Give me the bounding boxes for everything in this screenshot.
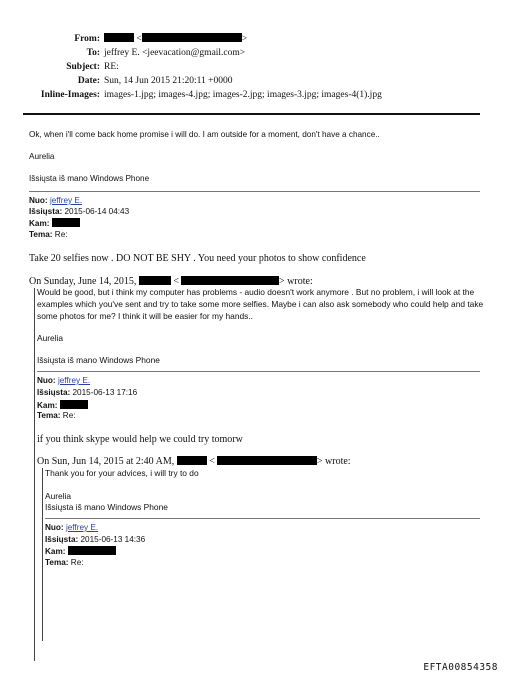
meta-label: Tema:	[29, 230, 53, 239]
meta-label: Tema:	[45, 558, 69, 567]
document-id: EFTA00854358	[423, 662, 498, 673]
meta-tema	[45, 558, 84, 569]
redaction	[217, 456, 317, 465]
sender-link[interactable]: jeffrey E.	[49, 196, 83, 205]
redaction	[177, 456, 207, 465]
meta-tema	[37, 411, 76, 422]
meta-value: Re:	[54, 230, 68, 239]
quote-line: Would be good, but i think my computer has problems - audio doesn't work anymore . But no problem, i will look at the	[37, 287, 475, 297]
attribution-text: > wrote:	[316, 456, 351, 467]
subject-value: RE:	[104, 62, 119, 72]
message-body: if you think skype would help we could try tomorw	[37, 434, 243, 445]
quote-line: examples which you've sent and try to take some more selfies. Maybe i can also ask somebody who could help and take	[37, 299, 484, 309]
signature: Aurelia	[45, 491, 72, 501]
signature: Aurelia	[29, 152, 55, 161]
quote-line: some photos for me? I think it will be easier for my hands..	[37, 311, 253, 321]
meta-label: Tema:	[37, 411, 61, 420]
separator	[45, 518, 480, 519]
from-label: From:	[74, 34, 100, 44]
date-label: Date:	[77, 76, 100, 86]
quote-bar	[42, 468, 43, 641]
meta-label: Kam:	[29, 219, 50, 228]
separator	[37, 371, 480, 372]
redaction	[142, 33, 242, 42]
meta-nuo	[29, 196, 82, 207]
attribution-bracket: <	[209, 456, 215, 467]
meta-value: 2015-06-13 17:16	[72, 388, 138, 397]
meta-nuo	[45, 523, 98, 534]
redaction	[104, 33, 134, 42]
sent-from-line: Išsiųsta iš mano Windows Phone	[37, 355, 160, 365]
message-body: Ok, when i'll come back home promise i will do. I am outside for a moment, don't have a chance..	[29, 130, 380, 139]
meta-tema	[29, 230, 68, 241]
redaction	[52, 218, 80, 227]
meta-label: Kam:	[37, 401, 58, 410]
meta-issiusta	[37, 388, 137, 399]
date-row	[77, 75, 233, 87]
meta-kam	[37, 400, 88, 412]
meta-issiusta	[29, 207, 129, 218]
meta-label: Kam:	[45, 547, 66, 556]
redaction	[60, 400, 88, 409]
meta-value: 2015-06-14 04:43	[64, 207, 130, 216]
attribution-text: On Sunday, June 14, 2015,	[29, 276, 137, 287]
attribution-text: > wrote:	[279, 276, 313, 287]
header-divider	[23, 113, 480, 115]
meta-label: Išsiųsta:	[45, 535, 79, 544]
to-row	[86, 47, 246, 59]
meta-issiusta	[45, 535, 145, 546]
quote-bar	[34, 288, 35, 661]
meta-label: Išsiųsta:	[29, 207, 63, 216]
quote-attribution	[37, 456, 351, 468]
from-bracket: <	[136, 34, 142, 44]
from-row	[74, 33, 248, 45]
subject-row	[66, 61, 119, 73]
meta-kam	[29, 218, 80, 230]
attribution-bracket: <	[173, 276, 180, 287]
inline-images-value: images-1.jpg; images-4.jpg; images-2.jpg; images-3.jpg; images-4(1).jpg	[104, 90, 382, 100]
subject-label: Subject:	[66, 62, 100, 72]
sender-link[interactable]: jeffrey E.	[65, 523, 99, 532]
sent-from-line: Išsiųsta iš mano Windows Phone	[45, 502, 168, 512]
attribution-text: On Sun, Jun 14, 2015 at 2:40 AM,	[37, 456, 175, 467]
meta-kam	[45, 546, 116, 558]
inline-images-row	[40, 89, 382, 101]
redaction	[139, 276, 171, 285]
meta-label: Nuo:	[29, 196, 48, 205]
meta-label: Išsiųsta:	[37, 388, 71, 397]
message-body: Take 20 selfies now . DO NOT BE SHY . You need your photos to show confidence	[29, 253, 366, 264]
sender-link[interactable]: jeffrey E.	[57, 376, 91, 385]
meta-value: Re:	[62, 411, 76, 420]
meta-value: Re:	[70, 558, 84, 567]
quote-line: Thank you for your advices, i will try to do	[45, 468, 199, 478]
date-value: Sun, 14 Jun 2015 21:20:11 +0000	[104, 76, 233, 86]
signature: Aurelia	[37, 333, 64, 343]
redaction	[68, 546, 116, 555]
inline-images-label: Inline-Images:	[40, 90, 100, 100]
to-label: To:	[86, 48, 100, 58]
meta-label: Nuo:	[45, 523, 64, 532]
separator	[29, 191, 480, 192]
redaction	[181, 276, 279, 285]
sent-from-line: Išsiųsta iš mano Windows Phone	[29, 174, 150, 183]
from-close: >	[241, 34, 248, 44]
to-value: jeffrey E. <jeevacation@gmail.com>	[104, 48, 246, 58]
meta-label: Nuo:	[37, 376, 56, 385]
meta-nuo	[37, 376, 90, 387]
meta-value: 2015-06-13 14:36	[80, 535, 146, 544]
